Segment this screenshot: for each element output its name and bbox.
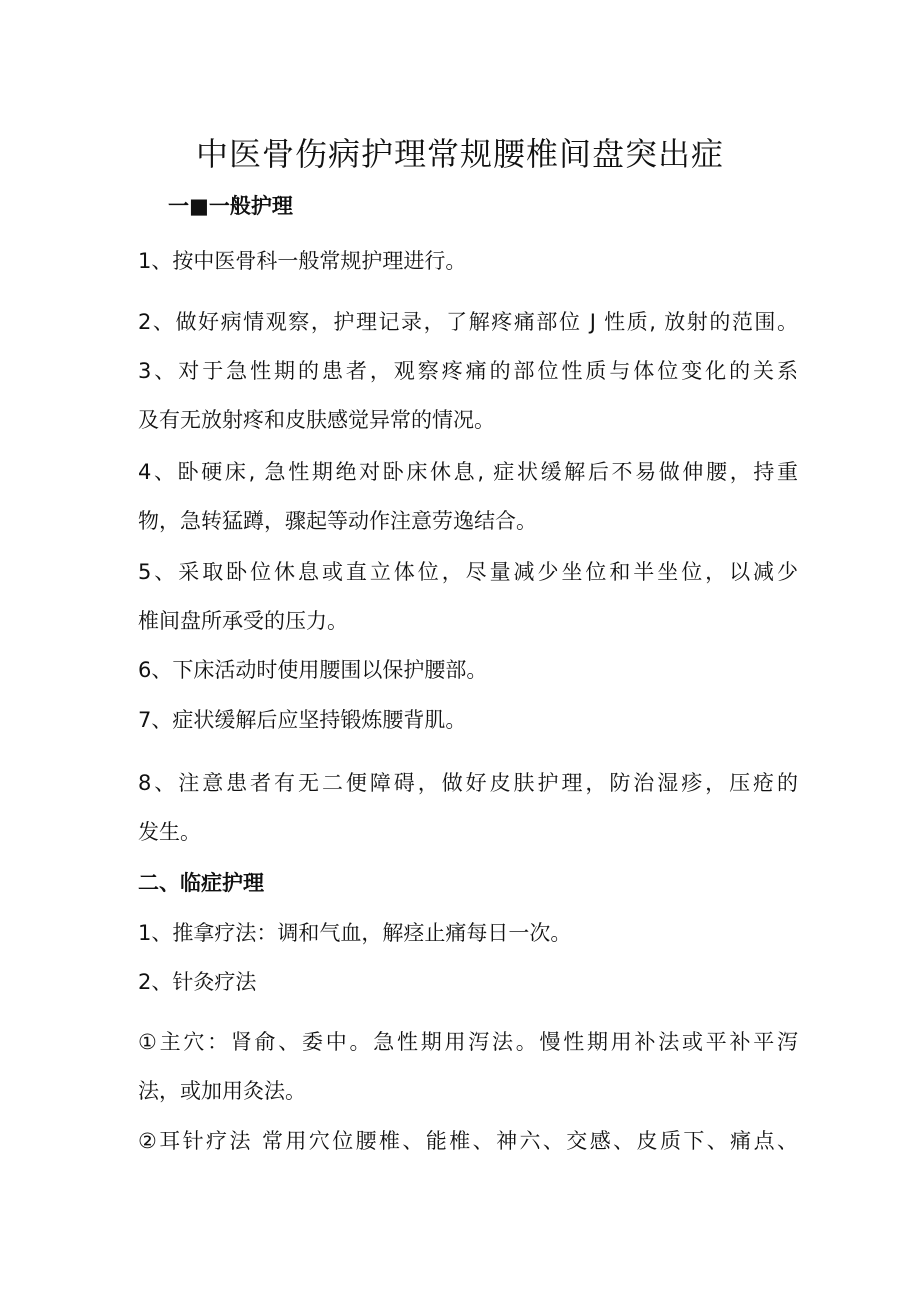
list-item: 5、采取卧位休息或直立体位，尽量减少坐位和半坐位，以减少 [138, 560, 798, 584]
list-item-continuation: 及有无放射疼和皮肤感觉异常的情况。 [138, 408, 495, 432]
list-item: 3、对于急性期的患者，观察疼痛的部位性质与体位变化的关系 [138, 359, 798, 383]
sub-list-item: ②耳针疗法 常用穴位腰椎、能椎、神六、交感、皮质下、痛点、 [138, 1129, 798, 1153]
section-heading-clinical-care: 二、临症护理 [138, 871, 264, 895]
list-item: 1、推拿疗法：调和气血，解痉止痛每日一次。 [138, 921, 572, 945]
list-item-continuation: 发生。 [138, 820, 201, 844]
section-heading-general-care: 一■一般护理 [168, 194, 293, 218]
list-item: 8、注意患者有无二便障碍，做好皮肤护理，防治湿疹，压疮的 [138, 771, 798, 795]
list-item: 2、针灸疗法 [138, 970, 257, 994]
list-item: 7、症状缓解后应坚持锻炼腰背肌。 [138, 708, 467, 732]
list-item: 4、卧硬床, 急性期绝对卧床休息, 症状缓解后不易做伸腰，持重 [138, 460, 798, 484]
list-item-continuation: 椎间盘所承受的压力。 [138, 609, 348, 633]
list-item: 6、下床活动时使用腰围以保护腰部。 [138, 658, 488, 682]
list-item: 2、做好病情观察，护理记录，了解疼痛部位 J 性质, 放射的范围。 [138, 310, 798, 334]
sub-list-item: ①主穴：肾俞、委中。急性期用泻法。慢性期用补法或平补平泻 [138, 1030, 798, 1054]
list-item-continuation: 物，急转猛蹲，骤起等动作注意劳逸结合。 [138, 509, 537, 533]
sub-list-item-continuation: 法，或加用灸法。 [138, 1079, 306, 1103]
list-item: 1、按中医骨科一般常规护理进行。 [138, 249, 467, 273]
document-title: 中医骨伤病护理常规腰椎间盘突出症 [195, 135, 724, 173]
